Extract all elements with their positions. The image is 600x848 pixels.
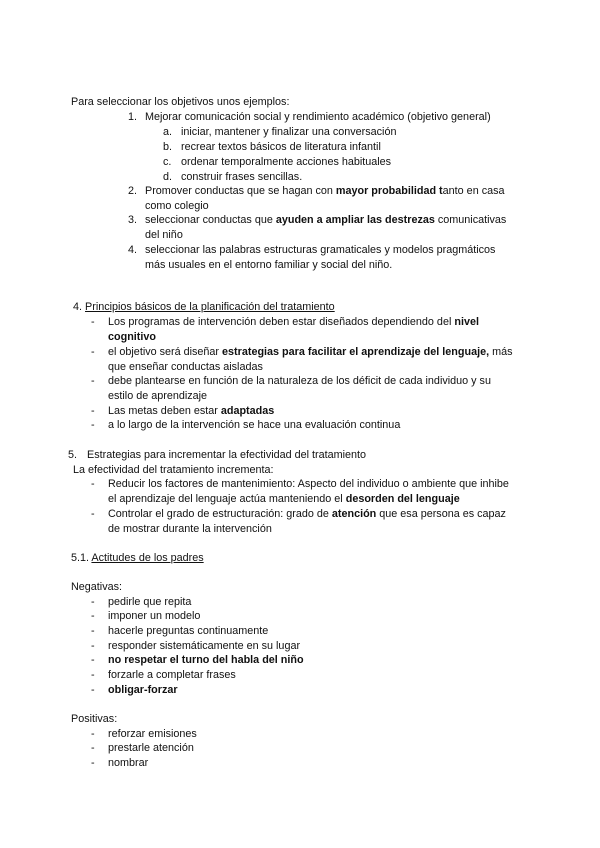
section-4-item-2-cont: que enseñar conductas aisladas xyxy=(108,361,263,373)
negative-item-7: obligar-forzar xyxy=(108,684,178,696)
negative-dash-1: - xyxy=(91,596,95,608)
negative-dash-7: - xyxy=(91,684,95,696)
section-5-dash-1: - xyxy=(91,478,95,490)
subitem-d-text: construir frases sencillas. xyxy=(181,171,303,183)
section-5-dash-2: - xyxy=(91,508,95,520)
positive-dash-3: - xyxy=(91,757,95,769)
section-5-intro: La efectividad del tratamiento incrementa: xyxy=(73,464,274,476)
subitem-c-text: ordenar temporalmente acciones habituales xyxy=(181,156,392,168)
negative-item-1: pedirle que repita xyxy=(108,596,192,608)
section-4-dash-5: - xyxy=(91,419,95,431)
objective-4-cont: más usuales en el entorno familiar y social del niño. xyxy=(145,259,393,271)
section-5-num: 5. xyxy=(68,449,78,461)
subitem-c-letter: c. xyxy=(163,156,172,168)
section-5-item-1-cont: el aprendizaje del lenguaje actúa manteniendo el desorden del lenguaje xyxy=(108,493,460,505)
section-4-item-1-cont: cognitivo xyxy=(108,331,156,343)
negatives-label: Negativas: xyxy=(71,581,123,593)
objective-2-cont: como colegio xyxy=(145,200,209,212)
section-4-item-3: debe plantearse en función de la naturaleza de los déficit de cada individuo y su xyxy=(108,375,491,387)
negative-item-6: forzarle a completar frases xyxy=(108,669,236,681)
negative-item-5: no respetar el turno del habla del niño xyxy=(108,654,304,666)
positive-item-2: prestarle atención xyxy=(108,742,194,754)
negative-item-2: imponer un modelo xyxy=(108,610,201,622)
negative-dash-3: - xyxy=(91,625,95,637)
objective-3-num: 3. xyxy=(128,214,138,226)
section-5-title: Estrategias para incrementar la efectividad del tratamiento xyxy=(87,449,367,461)
subitem-a-letter: a. xyxy=(163,126,173,138)
subitem-d-letter: d. xyxy=(163,171,173,183)
positive-item-1: reforzar emisiones xyxy=(108,728,197,740)
section-4-dash-1: - xyxy=(91,316,95,328)
section-4-item-4: Las metas deben estar adaptadas xyxy=(108,405,275,417)
negative-item-3: hacerle preguntas continuamente xyxy=(108,625,269,637)
section-4-item-3-cont: estilo de aprendizaje xyxy=(108,390,208,402)
section-4-dash-3: - xyxy=(91,375,95,387)
negative-dash-4: - xyxy=(91,640,95,652)
section-4-item-2: el objetivo será diseñar estrategias para facilitar el aprendizaje del lenguaje, más xyxy=(108,346,513,358)
objective-1-text: Mejorar comunicación social y rendimiento académico (objetivo general) xyxy=(145,111,491,123)
objective-3-line: seleccionar conductas que ayuden a ampliar las destrezas comunicativas xyxy=(145,214,507,226)
objective-4-num: 4. xyxy=(128,244,138,256)
negative-dash-6: - xyxy=(91,669,95,681)
positives-label: Positivas: xyxy=(71,713,118,725)
positive-dash-1: - xyxy=(91,728,95,740)
section-4-item-5: a lo largo de la intervención se hace una evaluación continua xyxy=(108,419,401,431)
section-51-heading: 5.1. Actitudes de los padres xyxy=(71,552,204,564)
objective-2-num: 2. xyxy=(128,185,138,197)
section-4-heading: 4. Principios básicos de la planificación del tratamiento xyxy=(73,301,335,313)
positive-item-3: nombrar xyxy=(108,757,149,769)
subitem-b-text: recrear textos básicos de literatura infantil xyxy=(181,141,381,153)
section-5-item-1: Reducir los factores de mantenimiento: Aspecto del individuo o ambiente que inhibe xyxy=(108,478,509,490)
section-4-item-1: Los programas de intervención deben estar diseñados dependiendo del nivel xyxy=(108,316,479,328)
negative-dash-5: - xyxy=(91,654,95,666)
subitem-a-text: iniciar, mantener y finalizar una conversación xyxy=(181,126,397,138)
section-4-dash-2: - xyxy=(91,346,95,358)
objective-1-num: 1. xyxy=(128,111,138,123)
section-4-dash-4: - xyxy=(91,405,95,417)
negative-dash-2: - xyxy=(91,610,95,622)
objective-2-line: Promover conductas que se hagan con mayor probabilidad tanto en casa xyxy=(145,185,505,197)
section-5-item-2-cont: de mostrar durante la intervención xyxy=(108,523,272,535)
objective-3-cont: del niño xyxy=(145,229,183,241)
intro-text: Para seleccionar los objetivos unos ejemplos: xyxy=(71,96,290,108)
section-5-item-2: Controlar el grado de estructuración: grado de atención que esa persona es capaz xyxy=(108,508,506,520)
objective-4-text: seleccionar las palabras estructuras gramaticales y modelos pragmáticos xyxy=(145,244,496,256)
positive-dash-2: - xyxy=(91,742,95,754)
subitem-b-letter: b. xyxy=(163,141,173,153)
negative-item-4: responder sistemáticamente en su lugar xyxy=(108,640,301,652)
